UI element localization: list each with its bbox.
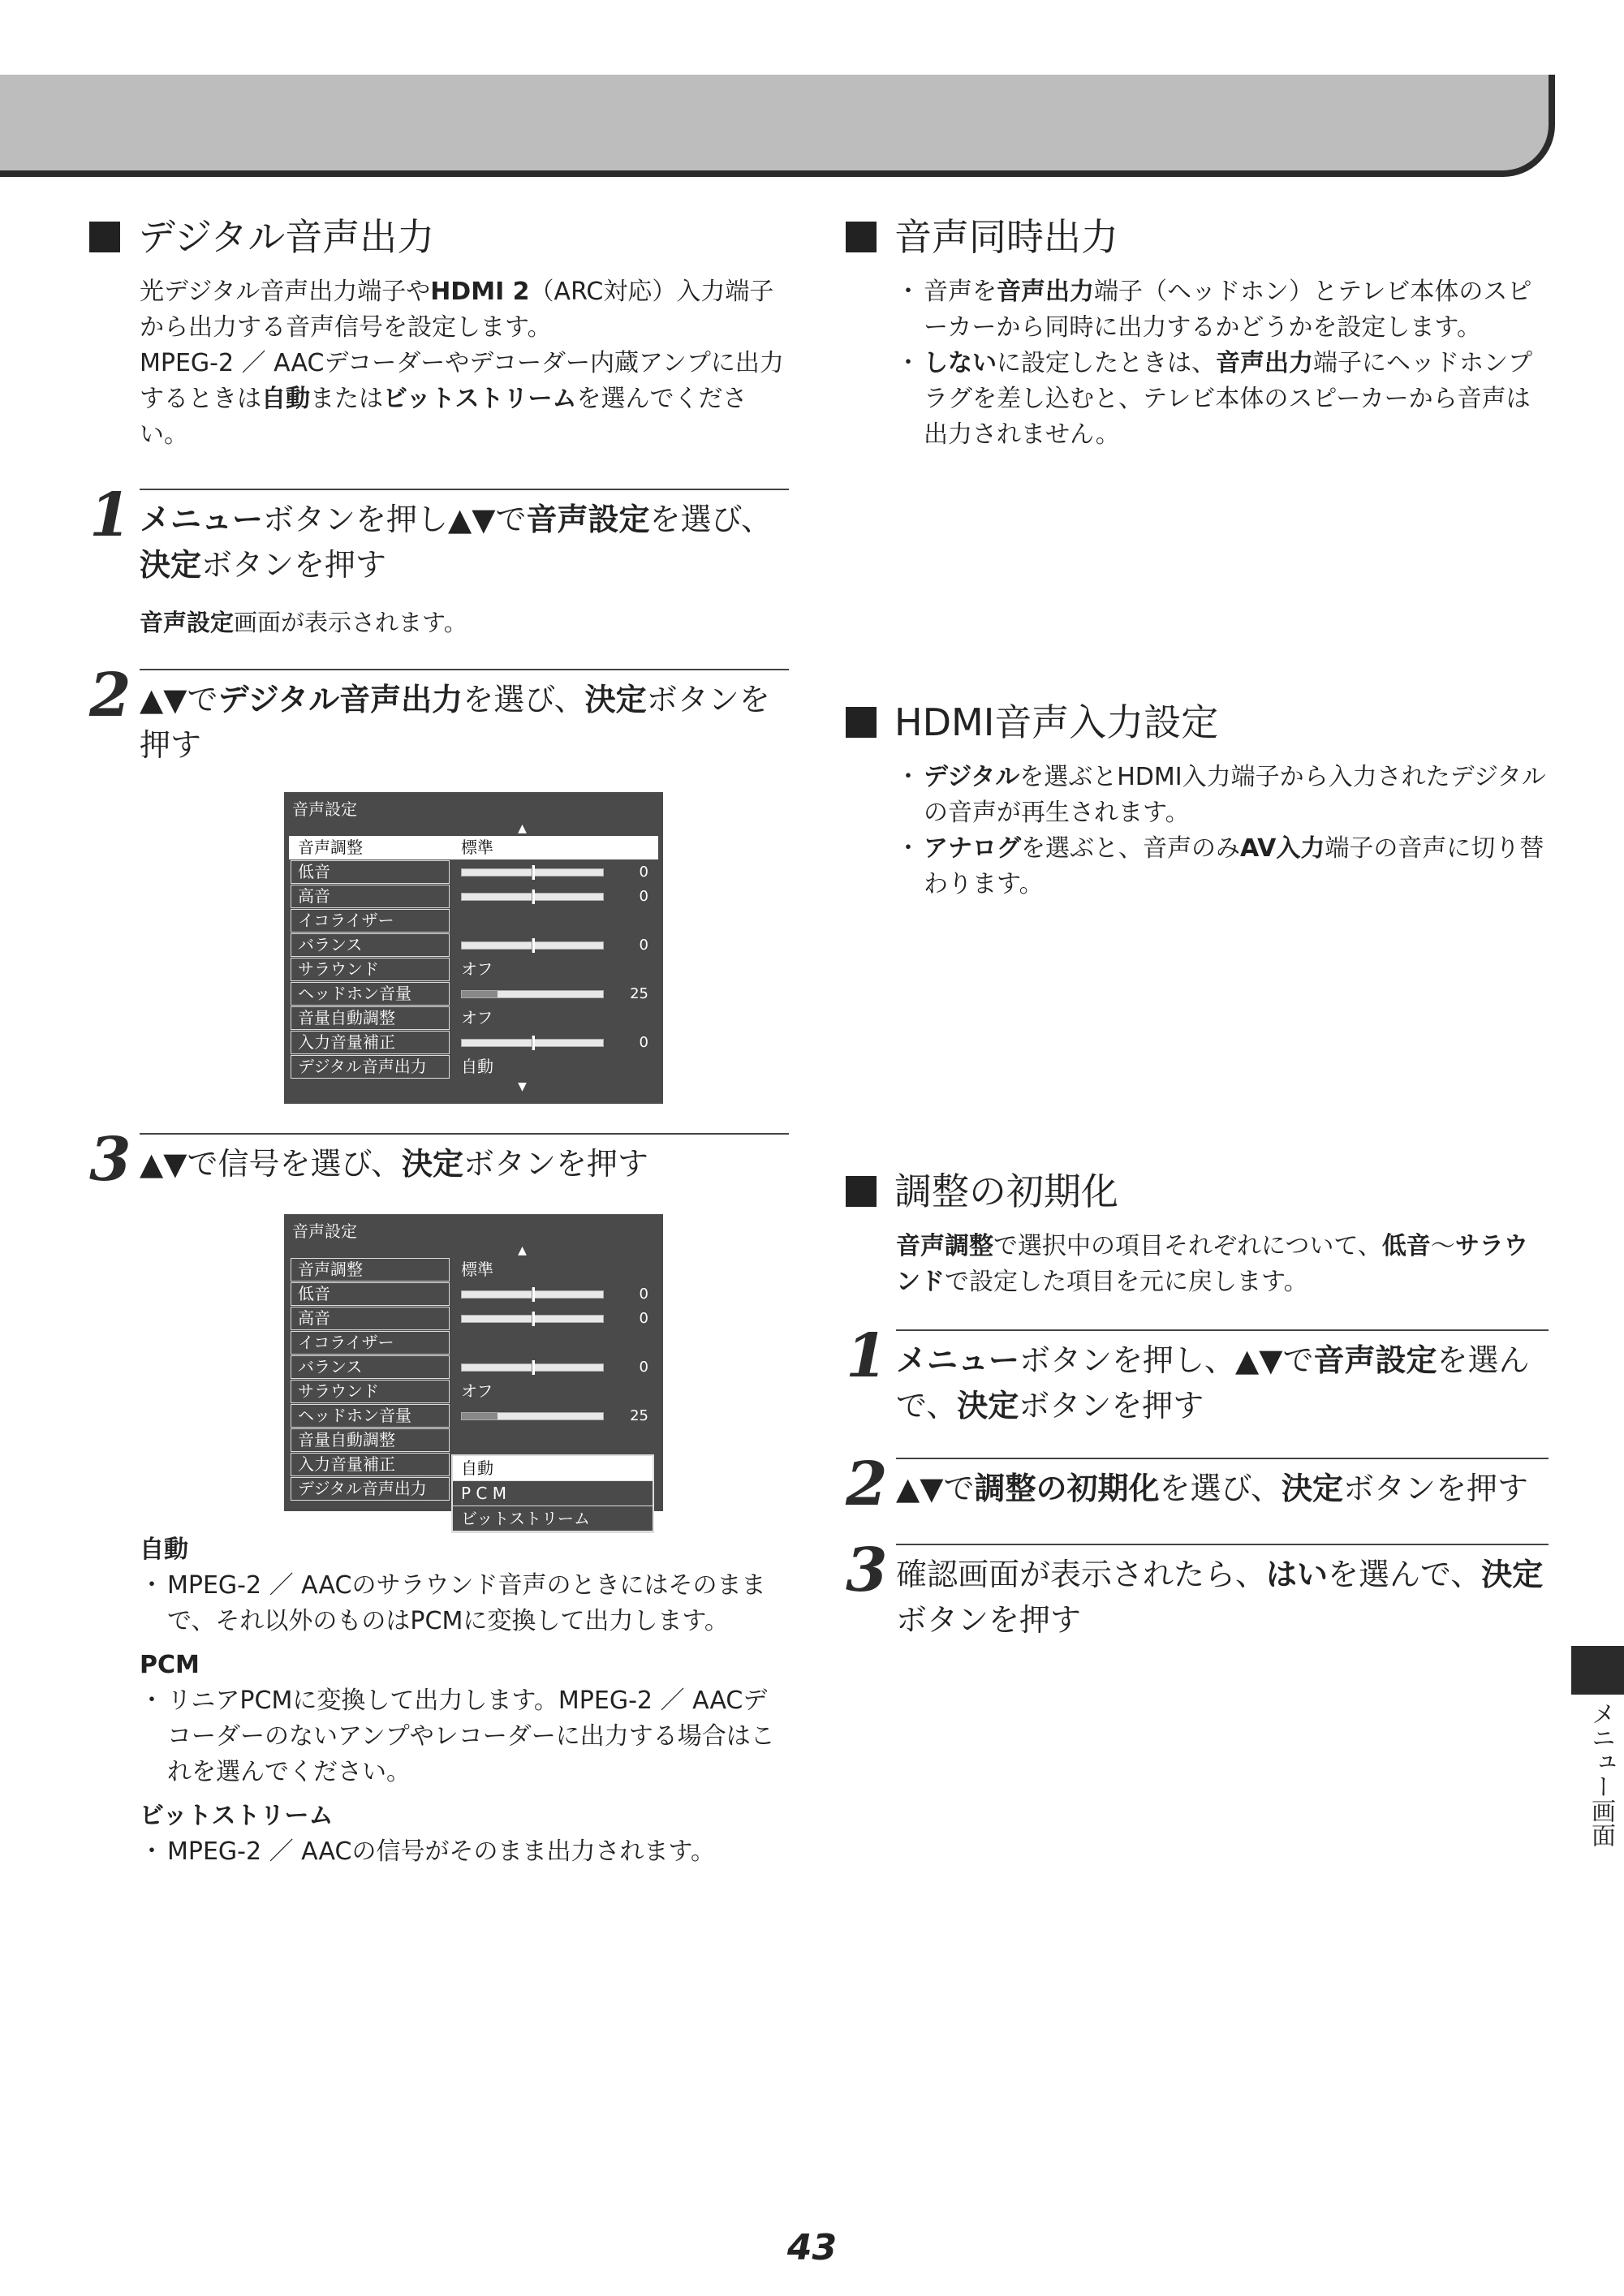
step-number: 1	[89, 480, 131, 550]
option-bitstream-heading: ビットストリーム	[140, 1802, 334, 1830]
menu-row-label: デジタル音声出力	[291, 1477, 450, 1501]
menu-row-value: 標準	[461, 1260, 493, 1279]
step-number: 3	[89, 1125, 131, 1195]
menu-row-label: イコライザー	[291, 909, 450, 933]
menu-row-value: 標準	[461, 838, 493, 857]
menu-row[interactable]	[289, 1282, 658, 1306]
step-number: 1	[846, 1321, 888, 1391]
left-column	[89, 213, 789, 1870]
menu-row-value	[450, 982, 658, 1006]
menu-row[interactable]	[289, 933, 658, 957]
digital-output-intro: 光デジタル音声出力端子やHDMI 2（ARC対応）入力端子から出力する音声信号を設定します。 MPEG-2 ／ AACデコーダーやデコーダー内蔵アンプに出力するときは自動またはビットストリームを選んでください。	[140, 278, 784, 449]
menu-row-label: 高音	[291, 885, 450, 908]
menu-title: 音声設定	[292, 799, 357, 819]
menu-row-label: 入力音量補正	[291, 1453, 450, 1476]
menu-row[interactable]	[289, 1258, 658, 1282]
step-2-text: ▲▼でデジタル音声出力を選び、決定ボタンを押す	[140, 682, 770, 763]
step-number: 2	[89, 661, 131, 730]
step-number: 3	[846, 1536, 888, 1605]
menu-row[interactable]	[289, 860, 658, 884]
menu-title: 音声設定	[292, 1221, 357, 1241]
chapter-tab-marker	[1571, 1646, 1624, 1695]
menu-row-label: バランス	[291, 1355, 450, 1379]
menu-row-value	[450, 1331, 658, 1355]
menu-row[interactable]	[289, 1380, 658, 1403]
section-title-hdmi-audio-input: HDMI音声入力設定	[846, 698, 1549, 747]
square-bullet-icon	[846, 222, 877, 252]
option-pcm-text: ・ リニアPCMに変換して出力します。MPEG-2 ／ AACデコーダーのないアンプやレコーダーに出力する場合はこれを選んでください。	[140, 1683, 789, 1790]
menu-row-label: 音声調整	[291, 1258, 450, 1282]
menu-row-label: サラウンド	[291, 958, 450, 981]
menu-row-label: ヘッドホン音量	[291, 982, 450, 1006]
menu-row-label: 低音	[291, 1282, 450, 1306]
menu-row-value: オフ	[461, 959, 493, 979]
level-slider	[461, 1412, 604, 1420]
level-value: 25	[630, 985, 648, 1002]
dropdown-option[interactable]: ビットストリーム	[453, 1506, 653, 1531]
level-value: 0	[639, 864, 648, 881]
level-value: 25	[630, 1407, 648, 1424]
option-auto-text: ・ MPEG-2 ／ AACのサラウンド音声のときにはそのままで、それ以外のものはPCMに変換して出力します。	[140, 1568, 789, 1639]
step-1-text: メニューボタンを押し▲▼で音声設定を選び、決定ボタンを押す	[140, 502, 772, 583]
menu-row-label: 音量自動調整	[291, 1428, 450, 1452]
step-3-text: ▲▼で信号を選び、決定ボタンを押す	[140, 1146, 648, 1182]
header-band	[0, 75, 1555, 177]
menu-row-label: 音声調整	[291, 836, 450, 859]
menu-row[interactable]	[289, 1355, 658, 1379]
step-2	[89, 661, 789, 768]
level-value: 0	[639, 1286, 648, 1303]
level-slider	[461, 1315, 604, 1323]
step-1	[89, 480, 789, 640]
menu-row-label: デジタル音声出力	[291, 1055, 450, 1079]
dropdown-option[interactable]: 自動	[453, 1456, 653, 1481]
option-bitstream-text: ・ MPEG-2 ／ AACの信号がそのまま出力されます。	[140, 1834, 789, 1870]
menu-row-value	[450, 1428, 658, 1452]
menu-row[interactable]	[289, 1055, 658, 1079]
chapter-tab-label: メニュー画面	[1587, 1701, 1615, 1847]
scroll-up-arrow-icon: ▲	[518, 1244, 527, 1257]
level-slider	[461, 1039, 604, 1047]
menu-row[interactable]	[289, 958, 658, 981]
option-pcm-heading: PCM	[140, 1651, 200, 1679]
reset-step-1: 1 メニューボタンを押し、▲▼で音声設定を選んで、決定ボタンを押す	[846, 1329, 1549, 1428]
menu-row-label: 高音	[291, 1307, 450, 1330]
sound-settings-menu-screen	[284, 792, 663, 1104]
section-title-simultaneous-output: 音声同時出力	[846, 213, 1549, 261]
menu-row-value	[450, 1404, 658, 1428]
menu-row-label: サラウンド	[291, 1380, 450, 1403]
menu-row[interactable]	[289, 1006, 658, 1030]
level-slider	[461, 941, 604, 950]
level-value: 0	[639, 888, 648, 905]
sound-settings-menu-dropdown-screen	[284, 1214, 663, 1528]
menu-row-value	[450, 933, 658, 957]
level-slider	[461, 893, 604, 901]
level-slider	[461, 868, 604, 877]
level-slider	[461, 1363, 604, 1372]
level-slider	[461, 990, 604, 998]
dropdown-option[interactable]: P C M	[453, 1481, 653, 1506]
menu-row-value	[450, 885, 658, 908]
hdmi-audio-input-bullets: ・ デジタルを選ぶとHDMI入力端子から入力されたデジタルの音声が再生されます。 ・ アナログを選ぶと、音声のみAV入力端子の音声に切り替わります。	[846, 760, 1549, 902]
square-bullet-icon	[846, 707, 877, 738]
menu-row[interactable]	[289, 1404, 658, 1428]
scroll-up-arrow-icon: ▲	[518, 822, 527, 835]
simultaneous-output-bullets: ・ 音声を音声出力端子（ヘッドホン）とテレビ本体のスピーカーから同時に出力するかどうかを設定します。 ・ しないに設定したときは、音声出力端子にヘッドホンプラグを差し込むと、テレビ本体のスピーカーから音声は出力されません。	[846, 274, 1549, 453]
output-signal-dropdown[interactable]	[451, 1454, 654, 1533]
menu-row-value	[450, 1307, 658, 1330]
page-number: 43	[786, 2227, 838, 2268]
menu-row-value	[450, 1355, 658, 1379]
reset-step-2: 2 ▲▼で調整の初期化を選び、決定ボタンを押す	[846, 1458, 1549, 1514]
square-bullet-icon	[846, 1176, 877, 1207]
option-auto-heading: 自動	[140, 1536, 188, 1564]
reset-intro: 音声調整で選択中の項目それぞれについて、低音～サラウンドで設定した項目を元に戻します。	[896, 1232, 1528, 1296]
menu-row-label: 入力音量補正	[291, 1031, 450, 1054]
menu-row[interactable]	[289, 1331, 658, 1355]
level-value: 0	[639, 1310, 648, 1327]
menu-row-label: バランス	[291, 933, 450, 957]
level-slider	[461, 1290, 604, 1299]
square-bullet-icon	[89, 222, 120, 252]
menu-row-label: ヘッドホン音量	[291, 1404, 450, 1428]
menu-row[interactable]	[289, 1307, 658, 1330]
menu-row-value: オフ	[461, 1008, 493, 1027]
reset-step-3: 3 確認画面が表示されたら、はいを選んで、決定ボタンを押す	[846, 1544, 1549, 1643]
menu-row-value: オフ	[461, 1381, 493, 1401]
menu-row-value	[450, 909, 658, 933]
level-value: 0	[639, 1034, 648, 1051]
menu-row[interactable]	[289, 836, 658, 859]
menu-row[interactable]	[289, 982, 658, 1006]
output-options	[89, 1532, 789, 1870]
menu-row-value: 自動	[461, 1057, 493, 1076]
section-title-reset: 調整の初期化	[846, 1167, 1549, 1216]
menu-row-label: 音量自動調整	[291, 1006, 450, 1030]
menu-row-value	[450, 1282, 658, 1306]
menu-row-value	[450, 1031, 658, 1054]
section-title-digital-output: デジタル音声出力	[89, 213, 789, 261]
menu-row-value	[450, 860, 658, 884]
menu-row[interactable]	[289, 909, 658, 933]
step-1-note: 音声設定画面が表示されます。	[140, 609, 467, 636]
scroll-down-arrow-icon: ▼	[518, 1080, 527, 1093]
right-column	[846, 213, 1549, 1643]
step-3	[89, 1125, 789, 1195]
step-number: 2	[846, 1450, 888, 1519]
menu-row-label: 低音	[291, 860, 450, 884]
menu-row-label: イコライザー	[291, 1331, 450, 1355]
menu-row[interactable]	[289, 885, 658, 908]
level-value: 0	[639, 1359, 648, 1376]
menu-row[interactable]	[289, 1031, 658, 1054]
level-value: 0	[639, 937, 648, 954]
